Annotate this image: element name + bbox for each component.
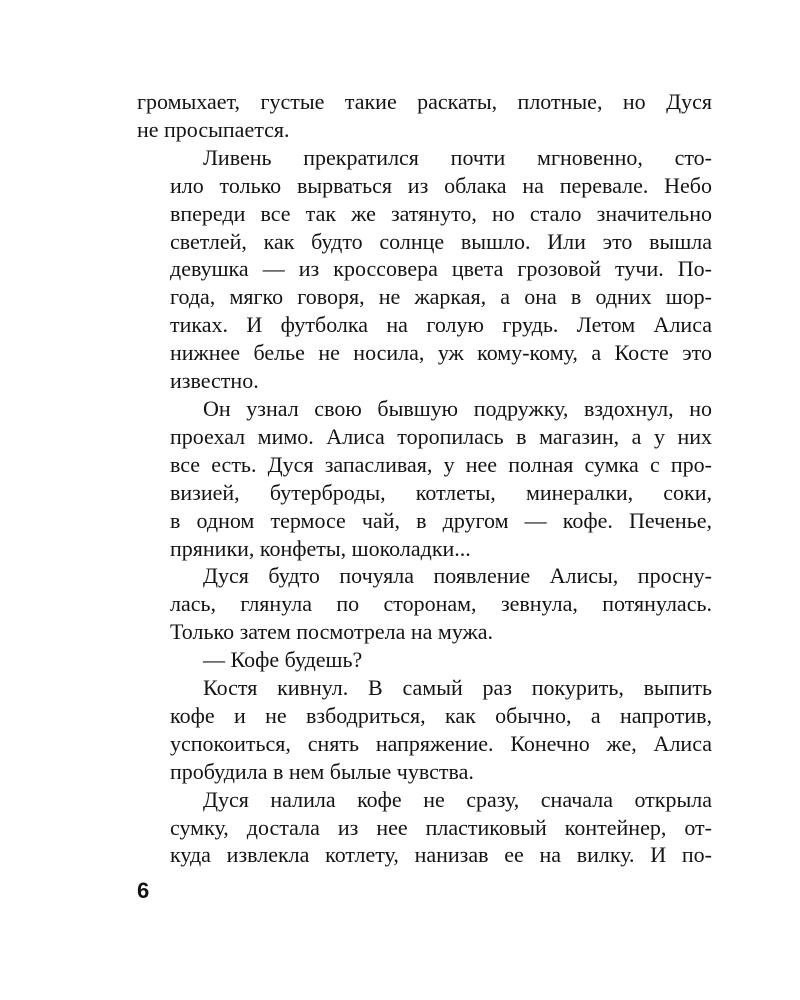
text-line: — Кофе будешь? (203, 647, 363, 673)
text-line: светлей, как будто солнце вышло. Или это вышла (170, 228, 712, 254)
text-line: куда извлекла котлету, нанизав ее на вилку. И по- (170, 842, 712, 868)
text-line: пряники, конфеты, шоколадки... (170, 535, 471, 561)
text-line: года, мягко говоря, не жаркая, а она в одних шор- (170, 284, 712, 310)
text-line: не просыпается. (137, 116, 290, 142)
dialogue-paragraph (137, 646, 712, 674)
text-line: громыхает, густые такие раскаты, плотные, но Дуся (137, 89, 712, 114)
text-line: визией, бутерброды, котлеты, минералки, соки, (170, 479, 712, 505)
text-line: Только затем посмотрела на мужа. (170, 619, 494, 645)
paragraph (137, 562, 712, 646)
text-line: лась, глянула по сторонам, зевнула, потянулась. (170, 591, 712, 617)
text-line: сумку, достала из нее пластиковый контейнер, от- (170, 814, 712, 840)
text-line: проехал мимо. Алиса торопилась в магазин, а у них (170, 423, 712, 449)
paragraph (137, 674, 712, 786)
text-line: Он узнал свою бывшую подружку, вздохнул, но (203, 395, 712, 421)
text-line: девушка — из кроссовера цвета грозовой тучи. По- (170, 256, 712, 282)
text-line: успокоиться, снять напряжение. Конечно же, Алиса (170, 730, 712, 756)
paragraph (137, 144, 712, 395)
paragraph (137, 395, 712, 562)
text-line: Ливень прекратился почти мгновенно, сто- (203, 144, 712, 170)
text-line: Дуся будто почуяла появление Алисы, просну- (203, 563, 712, 589)
text-line: Дуся налила кофе не сразу, сначала открыла (203, 786, 712, 812)
text-line: все есть. Дуся запасливая, у нее полная сумка с про- (170, 451, 712, 477)
text-line: известно. (170, 368, 259, 394)
paragraph (137, 88, 712, 144)
text-line: нижнее белье не носила, уж кому-кому, а Косте это (170, 340, 712, 366)
text-line: в одном термосе чай, в другом — кофе. Печенье, (170, 507, 712, 533)
text-line: пробудила в нем былые чувства. (170, 758, 474, 784)
text-line: впереди все так же затянуто, но стало значительно (170, 200, 712, 226)
text-line: кофе и не взбодриться, как обычно, а напротив, (170, 702, 712, 728)
page-text (137, 88, 712, 869)
text-line: тиках. И футболка на голую грудь. Летом Алиса (170, 312, 712, 338)
page-number: 6 (137, 878, 150, 903)
paragraph (137, 786, 712, 870)
text-line: Костя кивнул. В самый раз покурить, выпить (203, 675, 712, 701)
text-line: ило только вырваться из облака на перевале. Небо (170, 172, 712, 198)
